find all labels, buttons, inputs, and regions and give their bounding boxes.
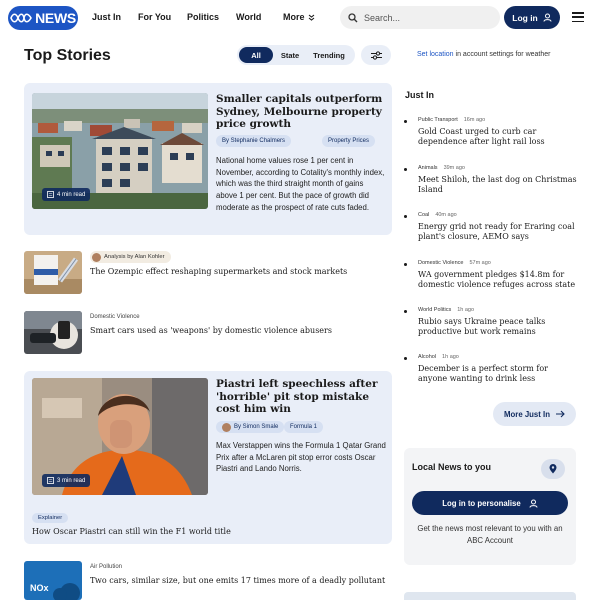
air-pollution-thumbnail <box>24 561 82 600</box>
set-location-link[interactable]: Set location <box>417 51 454 58</box>
just-in-meta <box>418 260 491 266</box>
filter-state[interactable]: State <box>280 50 300 60</box>
article-icon <box>47 191 54 198</box>
just-in-meta <box>418 117 485 123</box>
personalise-label: Log in to personalise <box>442 498 521 508</box>
just-in-time: 1h ago <box>457 307 475 313</box>
next-panel-edge <box>404 592 576 600</box>
smart-cars-headline[interactable]: Smart cars used as 'weapons' by domestic violence abusers <box>90 326 332 335</box>
arrow-right-icon <box>556 410 565 418</box>
just-in-headline[interactable]: Meet Shiloh, the last dog on Christmas Island <box>418 175 577 194</box>
just-in-time: 1h ago <box>442 354 459 360</box>
lead-story-summary: National home values rose 1 per cent in November, according to Cotality's monthly index, which was the third straight month of gains above 1 per cent. But the pace of growth did moderate as the prospect of rate cuts faded. <box>216 156 385 212</box>
just-in-category[interactable]: Domestic Violence <box>418 260 464 266</box>
nav-politics[interactable]: Politics <box>187 12 220 22</box>
piastri-headline[interactable]: Piastri left speechless after 'horrible' pit stop mistake cost him win <box>216 378 378 415</box>
analysis-author: Analysis by Alan Kohler <box>104 254 165 260</box>
just-in-headline[interactable]: Gold Coast urged to curb car dependence after light rail loss <box>418 127 545 146</box>
lead-story-image[interactable] <box>32 93 208 209</box>
search-bar[interactable] <box>340 6 500 29</box>
ozempic-thumbnail <box>24 251 82 294</box>
piastri-topic-tag[interactable]: Formula 1 <box>284 421 323 433</box>
bullet-dot <box>404 357 407 360</box>
smart-cars-category[interactable]: Domestic Violence <box>90 314 140 320</box>
just-in-category[interactable]: Public Transport <box>418 117 458 123</box>
just-in-meta <box>418 307 474 313</box>
site-header <box>0 0 600 36</box>
filter-all[interactable]: All <box>239 47 273 63</box>
piastri-byline-text: By Simon Smale <box>234 424 279 430</box>
just-in-headline[interactable]: Rubio says Ukraine peace talks productive but work remains <box>418 317 546 336</box>
just-in-headline[interactable]: December is a perfect storm for anyone wanting to drink less <box>418 364 548 383</box>
lead-topic-tag[interactable]: Property Prices <box>322 135 375 147</box>
hamburger-menu-icon[interactable] <box>572 12 584 22</box>
just-in-category[interactable]: Alcohol <box>418 354 437 360</box>
search-input[interactable] <box>364 13 484 23</box>
ozempic-headline[interactable]: The Ozempic effect reshaping supermarkets and stock markets <box>90 267 348 276</box>
author-avatar <box>92 253 101 262</box>
just-in-category[interactable]: Animals <box>418 165 438 171</box>
bullet-dot <box>404 310 407 313</box>
just-in-meta <box>418 354 459 360</box>
piastri-read-time-badge <box>42 474 90 487</box>
air-pollution-category[interactable]: Air Pollution <box>90 564 123 570</box>
piastri-summary: Max Verstappen wins the Formula 1 Qatar Grand Prix after a McLaren pit stop error costs Oscar Piastri and Lando Norris. <box>216 441 386 474</box>
location-pin-icon <box>549 464 557 474</box>
local-news-panel <box>404 448 576 565</box>
piastri-story-card[interactable] <box>24 371 392 544</box>
nav-more[interactable] <box>283 12 315 22</box>
author-avatar <box>222 423 231 432</box>
piastri-byline[interactable] <box>216 421 284 433</box>
smart-cars-thumbnail <box>24 311 82 354</box>
user-icon <box>529 499 538 508</box>
story-filter-group <box>237 45 355 65</box>
article-icon <box>47 477 54 484</box>
double-chevron-down-icon <box>308 14 315 21</box>
bullet-dot <box>404 263 407 266</box>
lead-story-card[interactable] <box>24 83 392 235</box>
abc-news-logo[interactable] <box>8 6 78 30</box>
just-in-headline[interactable]: Energy grid not ready for Eraring coal plant's closure, AEMO says <box>418 222 575 241</box>
just-in-headline[interactable]: WA government pledges $14.8m for domestic violence refuges across state <box>418 270 576 289</box>
bullet-dot <box>404 215 407 218</box>
weather-note <box>417 51 550 58</box>
local-news-note: Get the news most relevant to you with an ABC Account <box>417 524 563 545</box>
just-in-time: 57m ago <box>469 260 491 266</box>
filter-settings-button[interactable] <box>361 45 391 65</box>
list-item-air-pollution[interactable] <box>24 561 392 600</box>
just-in-time: 16m ago <box>463 117 486 123</box>
lead-read-time: 4 min read <box>57 191 86 198</box>
more-just-in-button[interactable] <box>493 402 576 426</box>
just-in-time: 40m ago <box>435 212 457 218</box>
bullet-dot <box>404 168 407 171</box>
search-icon <box>348 13 358 23</box>
just-in-category[interactable]: Coal <box>418 212 430 218</box>
explainer-badge[interactable]: Explainer <box>32 513 68 523</box>
piastri-read-time: 3 min read <box>57 477 86 484</box>
abc-lissajous-icon <box>10 12 32 24</box>
nav-world[interactable]: World <box>236 12 262 22</box>
filter-trending[interactable]: Trending <box>313 50 345 60</box>
list-item-smart-cars[interactable] <box>24 311 392 354</box>
just-in-meta <box>418 212 457 218</box>
nav-more-label: More <box>283 12 305 22</box>
login-label: Log in <box>512 12 538 23</box>
just-in-title: Just In <box>405 90 435 100</box>
sliders-icon <box>371 51 382 60</box>
login-button[interactable] <box>504 6 560 29</box>
lead-byline[interactable]: By Stephanie Chalmers <box>216 135 291 147</box>
just-in-category[interactable]: World Politics <box>418 307 452 313</box>
just-in-time: 39m ago <box>443 165 465 171</box>
lead-story-headline[interactable]: Smaller capitals outperform Sydney, Melbourne property price growth <box>216 93 383 130</box>
bullet-dot <box>404 120 407 123</box>
air-pollution-headline[interactable]: Two cars, similar size, but one emits 17 times more of a deadly pollutant <box>90 576 386 585</box>
more-just-in-label: More Just In <box>504 409 550 419</box>
local-news-title: Local News to you <box>412 462 492 472</box>
piastri-explainer-headline[interactable]: How Oscar Piastri can still win the F1 world title <box>32 527 231 536</box>
analysis-badge[interactable] <box>90 251 171 263</box>
login-personalise-button[interactable] <box>412 491 568 515</box>
location-button[interactable] <box>541 459 565 479</box>
nav-just-in[interactable]: Just In <box>92 12 122 22</box>
nox-label: NOx <box>30 583 49 593</box>
logo-text: NEWS <box>35 10 76 26</box>
weather-note-text: in account settings for weather <box>453 51 551 58</box>
nav-for-you[interactable]: For You <box>138 12 172 22</box>
list-item-ozempic[interactable] <box>24 251 392 294</box>
just-in-meta <box>418 165 465 171</box>
page-title: Top Stories <box>24 47 111 64</box>
user-icon <box>543 13 552 22</box>
piastri-story-image[interactable] <box>32 378 208 495</box>
lead-read-time-badge <box>42 188 90 201</box>
